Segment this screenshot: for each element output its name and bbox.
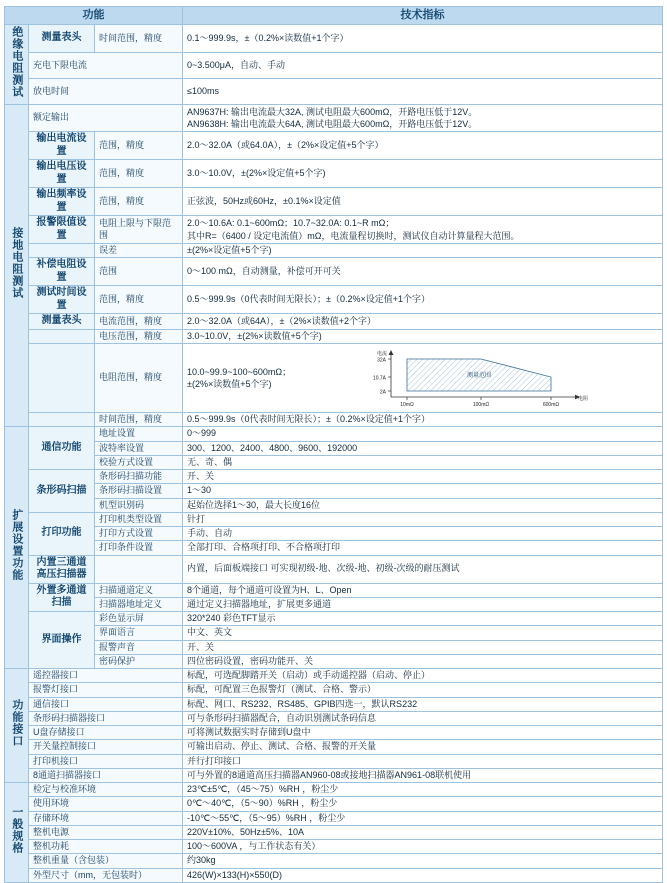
section-label-3 xyxy=(5,669,29,783)
spec-value: 0℃～40℃，（5～90）%RH ，粉尘少 xyxy=(183,797,663,811)
table-row xyxy=(5,711,663,725)
svg-text:10.7A: 10.7A xyxy=(372,375,386,382)
sub-label: 输出频率设置 xyxy=(29,188,95,216)
table-row xyxy=(5,612,663,626)
sub-label: 输出电压设置 xyxy=(29,160,95,188)
sub-label: 整机功耗 xyxy=(29,840,183,854)
sub-label-2: 范围，精度 xyxy=(95,188,183,216)
table-row xyxy=(5,427,663,441)
spec-value: 3.0~10.0V，±(2%×读数值+5个字) xyxy=(183,329,663,343)
section-label-1 xyxy=(5,104,29,427)
spec-value: 开、关 xyxy=(183,470,663,484)
table-row xyxy=(5,53,663,79)
spec-value: 300、1200、2400、4800、9600、192000 xyxy=(183,441,663,455)
sub-label: 整机重量（含包装） xyxy=(29,854,183,868)
spec-value: 起始位选择1～30，最大长度16位 xyxy=(183,498,663,512)
table-row xyxy=(5,527,663,541)
table-row xyxy=(5,470,663,484)
table-row xyxy=(5,768,663,782)
table-row xyxy=(5,160,663,188)
svg-text:电流: 电流 xyxy=(376,351,387,358)
spec-value: 针打 xyxy=(183,512,663,526)
table-row xyxy=(5,512,663,526)
sub-label: 扫描器地址定义 xyxy=(95,597,183,611)
sub-label: 遥控器接口 xyxy=(29,669,183,683)
sub-label: 8通道扫描器接口 xyxy=(29,768,183,782)
spec-value: 无、奇、偶 xyxy=(183,455,663,469)
spec-value: 0.5～999.9s（0代表时间无限长）；±（0.2%×设定值+1个字） xyxy=(183,413,663,427)
sub-label: 放电时间 xyxy=(29,78,183,104)
spec-value: 426(W)×133(H)×550(D) xyxy=(183,868,663,882)
group-label: 通信功能 xyxy=(29,427,95,470)
spec-value: 0.1～999.9s，±（0.2%×读数值+1个字） xyxy=(183,25,663,53)
spec-value: 手动、自动 xyxy=(183,527,663,541)
header-spec: 技术指标 xyxy=(183,7,663,25)
table-row xyxy=(5,104,663,131)
spec-value: 四位密码设置，密码功能开、关 xyxy=(183,654,663,668)
sub-label-2: 电压范围，精度 xyxy=(95,329,183,343)
spec-value: ≤100ms xyxy=(183,78,663,104)
sub-label-2: 电阻上限与下限范围 xyxy=(95,216,183,244)
sub-label: 报警灯接口 xyxy=(29,683,183,697)
table-row xyxy=(5,640,663,654)
sub-label: 通信接口 xyxy=(29,697,183,711)
spec-value: 100～600VA ，与工作状态有关） xyxy=(183,840,663,854)
spec-value: 23℃±5℃，（45～75）%RH ，粉尘少 xyxy=(183,783,663,797)
spec-value: 8个通道，每个通道可设置为H、L、Open xyxy=(183,583,663,597)
table-row xyxy=(5,132,663,160)
sub-label: 存储环境 xyxy=(29,811,183,825)
table-row xyxy=(5,583,663,597)
sub-label: 充电下限电流 xyxy=(29,53,183,79)
table-row xyxy=(5,797,663,811)
measurement-range-chart xyxy=(361,347,593,409)
table-row xyxy=(5,244,663,258)
sub-label: 条形码扫描设置 xyxy=(95,484,183,498)
svg-text:10mΩ: 10mΩ xyxy=(399,402,414,409)
spec-value: 正弦波，50Hz或60Hz，±0.1%×设定值 xyxy=(183,188,663,216)
section-label-text: 扩展设置功能 xyxy=(10,509,23,582)
spec-value: 可输出启动、停止、测试、合格、报警的开关量 xyxy=(183,740,663,754)
svg-text:100mΩ: 100mΩ xyxy=(472,402,489,409)
specification-table xyxy=(4,6,663,883)
spec-value: 320*240 彩色TFT显示 xyxy=(183,612,663,626)
svg-text:2A: 2A xyxy=(379,389,386,396)
sub-label: 扫描通道定义 xyxy=(95,583,183,597)
spec-value: 约30kg xyxy=(183,854,663,868)
section-label-text: 绝缘电阻测试 xyxy=(10,26,23,98)
sub-label: 打印机类型设置 xyxy=(95,512,183,526)
table-row xyxy=(5,654,663,668)
table-row xyxy=(5,455,663,469)
section-label-4 xyxy=(5,783,29,883)
sub-label xyxy=(95,555,183,583)
svg-text:测量范围: 测量范围 xyxy=(466,373,491,380)
group-label: 打印功能 xyxy=(29,512,95,555)
sub-label: 补偿电阻设置 xyxy=(29,258,95,286)
table-row xyxy=(5,541,663,555)
table-row xyxy=(5,25,663,53)
sub-label: 界面语言 xyxy=(95,626,183,640)
spec-value: 通过定义扫描器地址，扩展更多通道 xyxy=(183,597,663,611)
sub-label: 彩色显示屏 xyxy=(95,612,183,626)
spec-value: 2.0～10.6A: 0.1~600mΩ；10.7~32.0A: 0.1~R mΩ； 其中R=（6400 / 设定电流值）mΩ，电流量程切换时，测试仪自动计算量程大范围。 xyxy=(183,216,663,244)
sub-label: 开关量控制接口 xyxy=(29,740,183,754)
spec-value: -10℃～55℃，（5～95）%RH ，粉尘少 xyxy=(183,811,663,825)
table-row xyxy=(5,840,663,854)
table-row xyxy=(5,811,663,825)
table-row xyxy=(5,683,663,697)
sub-label-2: 时间范围，精度 xyxy=(95,25,183,53)
table-row xyxy=(5,854,663,868)
sub-label xyxy=(29,244,95,258)
sub-label-2: 误差 xyxy=(95,244,183,258)
spec-value: 0.5～999.9s（0代表时间无限长）；±（0.2%×设定值+1个字） xyxy=(183,286,663,314)
sub-label xyxy=(29,329,95,343)
sub-label: 使用环境 xyxy=(29,797,183,811)
sub-label-2: 时间范围，精度 xyxy=(95,413,183,427)
spec-value: 标配，可选配脚踏开关（启动）或手动遥控器（启动、停止） xyxy=(183,669,663,683)
sub-label: U盘存储接口 xyxy=(29,726,183,740)
table-row xyxy=(5,78,663,104)
table-row xyxy=(5,626,663,640)
table-row xyxy=(5,498,663,512)
spec-value: 可与外置的8通道高压扫描器AN960-08或接地扫描器AN961-08联机使用 xyxy=(183,768,663,782)
spec-value: 内置，后面板端接口 可实现初级-地、次级-地、初级-次级的耐压测试 xyxy=(183,555,663,583)
table-row xyxy=(5,597,663,611)
table-row xyxy=(5,314,663,330)
spec-value: 开、关 xyxy=(183,640,663,654)
table-row xyxy=(5,726,663,740)
sub-label: 条形码扫描器接口 xyxy=(29,711,183,725)
group-label: 内置三通道高压扫描器 xyxy=(29,555,95,583)
sub-label-2: 范围 xyxy=(95,258,183,286)
spec-value: 并行打印接口 xyxy=(183,754,663,768)
spec-value: 标配、网口、RS232、RS485、GPIB四选一，默认RS232 xyxy=(183,697,663,711)
sub-label-2: 范围，精度 xyxy=(95,132,183,160)
group-label: 条形码扫描 xyxy=(29,470,95,513)
spec-value: 2.0～32.0A（或64A），±（2%×读数值+2个字） xyxy=(183,314,663,330)
spec-value: ±(2%×设定值+5个字) xyxy=(183,244,663,258)
spec-value: 中文、英文 xyxy=(183,626,663,640)
sub-label xyxy=(29,413,95,427)
sub-label: 机型识别码 xyxy=(95,498,183,512)
sub-label: 条形码扫描功能 xyxy=(95,470,183,484)
sub-label-2: 电流范围，精度 xyxy=(95,314,183,330)
table-row xyxy=(5,441,663,455)
sub-label: 测量表头 xyxy=(29,25,95,53)
section-label-0 xyxy=(5,25,29,105)
section-label-text: 功能接口 xyxy=(10,699,23,748)
table-row xyxy=(5,868,663,882)
table-row xyxy=(5,188,663,216)
table-header-row xyxy=(5,7,663,25)
spec-value: 0～100 mΩ，自动测量，补偿可开可关 xyxy=(183,258,663,286)
sub-label: 整机电源 xyxy=(29,825,183,839)
table-row xyxy=(5,216,663,244)
header-function: 功能 xyxy=(5,7,183,25)
table-row xyxy=(5,740,663,754)
table-row xyxy=(5,754,663,768)
sub-label: 校验方式设置 xyxy=(95,455,183,469)
spec-value: 2.0～32.0A（或64.0A），±（2%×设定值+5个字） xyxy=(183,132,663,160)
group-label: 外置多通道扫描 xyxy=(29,583,95,612)
spec-value: 可与条形码扫描器配合，自动识别测试条码信息 xyxy=(183,711,663,725)
spec-value: 全部打印、合格项打印、不合格项打印 xyxy=(183,541,663,555)
svg-text:600mΩ: 600mΩ xyxy=(542,402,559,409)
table-row xyxy=(5,669,663,683)
sub-label: 波特率设置 xyxy=(95,441,183,455)
svg-text:电阻: 电阻 xyxy=(577,396,588,403)
spec-value: 220V±10%、50Hz±5%、10A xyxy=(183,825,663,839)
group-label: 界面操作 xyxy=(29,612,95,669)
sub-label: 地址设置 xyxy=(95,427,183,441)
sub-label-2: 范围，精度 xyxy=(95,160,183,188)
spec-value: 0~3.500μA，自动、手动 xyxy=(183,53,663,79)
table-row xyxy=(5,413,663,427)
sub-label: 打印机接口 xyxy=(29,754,183,768)
section-label-text: 一般规格 xyxy=(10,806,23,855)
svg-text:32A: 32A xyxy=(376,357,386,364)
sub-label: 打印条件设置 xyxy=(95,541,183,555)
spec-value: 10.0~99.9~100~600mΩ； ±(2%×读数值+5个字) 32A 10.7A 2A 10mΩ 100mΩ 600mΩ 电流 电阻 测量范围 xyxy=(183,344,663,413)
sub-label: 检定与校准环境 xyxy=(29,783,183,797)
sub-label: 打印方式设置 xyxy=(95,527,183,541)
sub-label: 报警限值设置 xyxy=(29,216,95,244)
sub-label xyxy=(29,344,95,413)
table-row xyxy=(5,697,663,711)
sub-label: 额定输出 xyxy=(29,104,183,131)
table-row xyxy=(5,258,663,286)
sub-label-2: 电阻范围，精度 xyxy=(95,344,183,413)
table-row xyxy=(5,329,663,343)
sub-label-2: 范围，精度 xyxy=(95,286,183,314)
sub-label: 密码保护 xyxy=(95,654,183,668)
table-row xyxy=(5,825,663,839)
section-label-2 xyxy=(5,427,29,669)
spec-value: 0～999 xyxy=(183,427,663,441)
sub-label: 输出电流设置 xyxy=(29,132,95,160)
table-row xyxy=(5,783,663,797)
sub-label: 外型尺寸（mm，无包装时） xyxy=(29,868,183,882)
spec-value: 3.0～10.0V，±(2%×设定值+5个字) xyxy=(183,160,663,188)
spec-value: 可将测试数据实时存储到U盘中 xyxy=(183,726,663,740)
sub-label: 测量表头 xyxy=(29,314,95,330)
table-row xyxy=(5,286,663,314)
sub-label: 测试时间设置 xyxy=(29,286,95,314)
spec-value: AN9637H: 输出电流最大32A, 测试电阻最大600mΩ，开路电压低于12V。 AN9638H: 输出电流最大64A, 测试电阻最大600mΩ，开路电压低于12V。 xyxy=(183,104,663,131)
sub-label: 报警声音 xyxy=(95,640,183,654)
spec-value: 标配，可配置三色报警灯（测试、合格、警示） xyxy=(183,683,663,697)
spec-value: 1～30 xyxy=(183,484,663,498)
table-row xyxy=(5,344,663,413)
table-row xyxy=(5,555,663,583)
section-label-text: 接地电阻测试 xyxy=(10,227,23,300)
table-row xyxy=(5,484,663,498)
